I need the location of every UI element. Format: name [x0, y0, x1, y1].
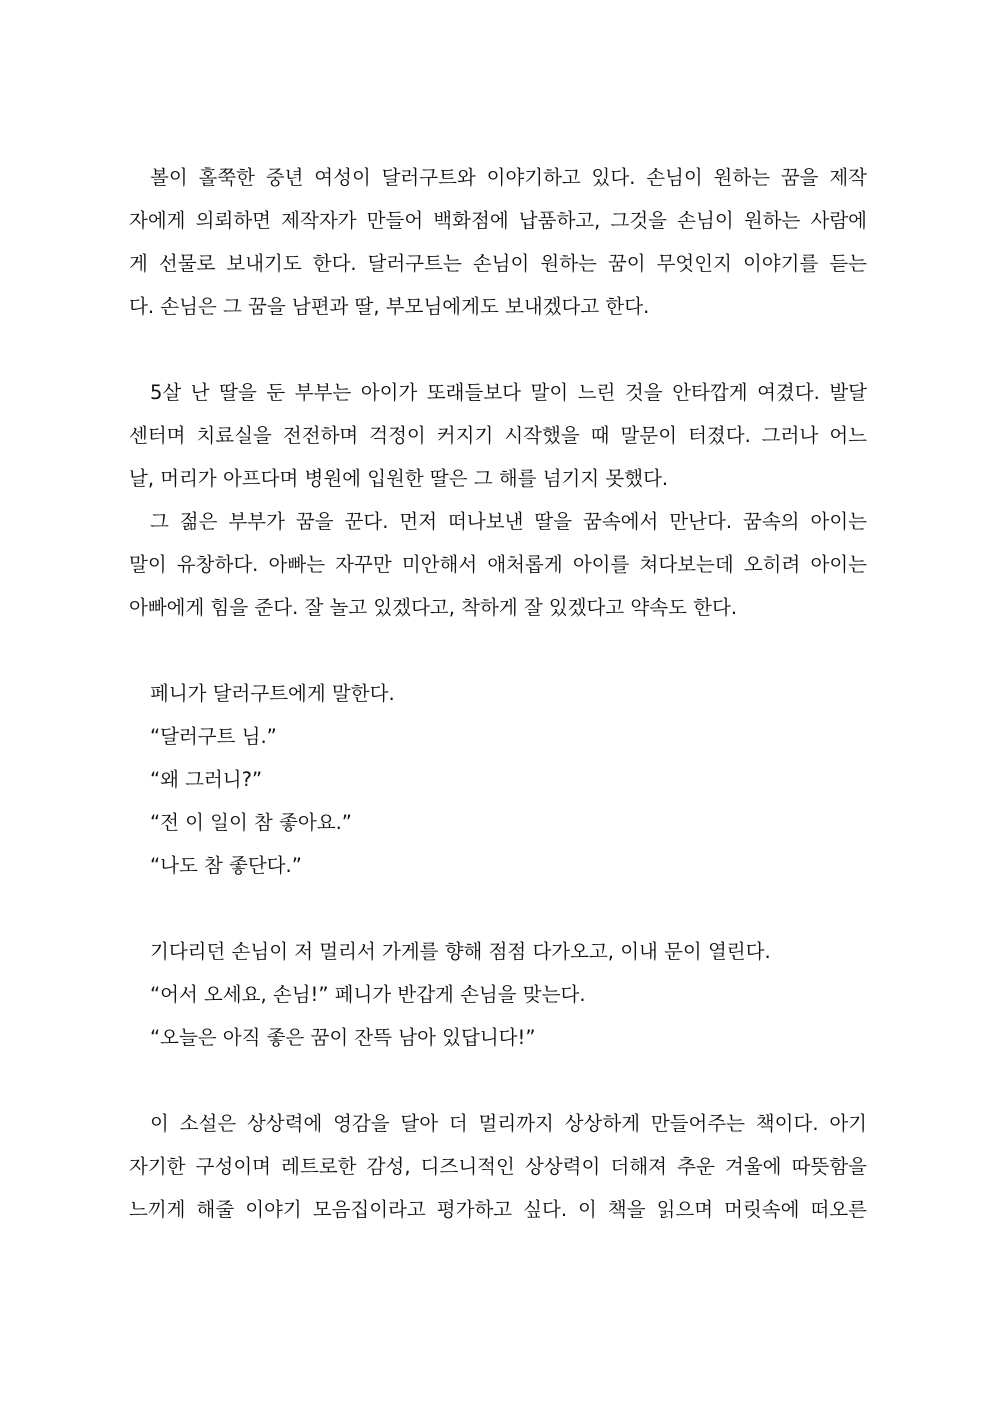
dialogue-line: “나도 참 좋단다.” — [150, 854, 302, 877]
text-line: 기다리던 손님이 저 멀리서 가게를 향해 점점 다가오고, 이내 문이 열린다. — [150, 940, 771, 963]
text-line: 이 소설은 상상력에 영감을 달아 더 멀리까지 상상하게 만들어주는 책이다. 아기 — [150, 1112, 867, 1135]
text-line: 그 젊은 부부가 꿈을 꾼다. 먼저 떠나보낸 딸을 꿈속에서 만난다. 꿈속의 아이는 — [150, 510, 867, 533]
text-line: 자에게 의뢰하면 제작자가 만들어 백화점에 납품하고, 그것을 손님이 원하는 사람에 — [129, 209, 867, 232]
text-line: 볼이 홀쭉한 중년 여성이 달러구트와 이야기하고 있다. 손님이 원하는 꿈을 제작 — [150, 166, 867, 189]
dialogue-line: “어서 오세요, 손님!” 페니가 반갑게 손님을 맞는다. — [150, 983, 586, 1006]
paragraph-spacer — [129, 887, 867, 930]
text-line: 센터며 치료실을 전전하며 걱정이 커지기 시작했을 때 말문이 터졌다. 그러나 어느 — [129, 424, 867, 447]
paragraph-dialogue-penny — [129, 672, 867, 887]
dialogue-line: “오늘은 아직 좋은 꿈이 잔뜩 남아 있답니다!” — [150, 1026, 536, 1049]
paragraph-dream-meeting — [129, 500, 867, 629]
text-line: 다. 손님은 그 꿈을 남편과 딸, 부모님에게도 보내겠다고 한다. — [129, 295, 650, 318]
text-line: 5살 난 딸을 둔 부부는 아이가 또래들보다 말이 느린 것을 안타깝게 여겼다. 발달 — [150, 381, 867, 404]
text-line: 자기한 구성이며 레트로한 감성, 디즈니적인 상상력이 더해져 추운 겨울에 따뜻함을 — [129, 1155, 867, 1178]
text-line: 날, 머리가 아프다며 병원에 입원한 딸은 그 해를 넘기지 못했다. — [129, 467, 669, 490]
document-page — [129, 156, 867, 1231]
paragraph-customer-arrives — [129, 930, 867, 1059]
dialogue-line: “달러구트 님.” — [150, 725, 277, 748]
text-line: 느끼게 해줄 이야기 모음집이라고 평가하고 싶다. 이 책을 읽으며 머릿속에 떠오른 — [129, 1198, 867, 1221]
dialogue-line: “왜 그러니?” — [150, 768, 263, 791]
paragraph-couple-daughter — [129, 371, 867, 500]
paragraph-review — [129, 1102, 867, 1231]
text-line: 페니가 달러구트에게 말한다. — [150, 682, 395, 705]
text-line: 말이 유창하다. 아빠는 자꾸만 미안해서 애처롭게 아이를 쳐다보는데 오히려 아이는 — [129, 553, 867, 576]
text-line: 아빠에게 힘을 준다. 잘 놀고 있겠다고, 착하게 잘 있겠다고 약속도 한다. — [129, 596, 738, 619]
paragraph-spacer — [129, 629, 867, 672]
paragraph-spacer — [129, 1059, 867, 1102]
paragraph-spacer — [129, 328, 867, 371]
paragraph-customer-request — [129, 156, 867, 328]
text-line: 게 선물로 보내기도 한다. 달러구트는 손님이 원하는 꿈이 무엇인지 이야기를 듣는 — [129, 252, 867, 275]
dialogue-line: “전 이 일이 참 좋아요.” — [150, 811, 352, 834]
